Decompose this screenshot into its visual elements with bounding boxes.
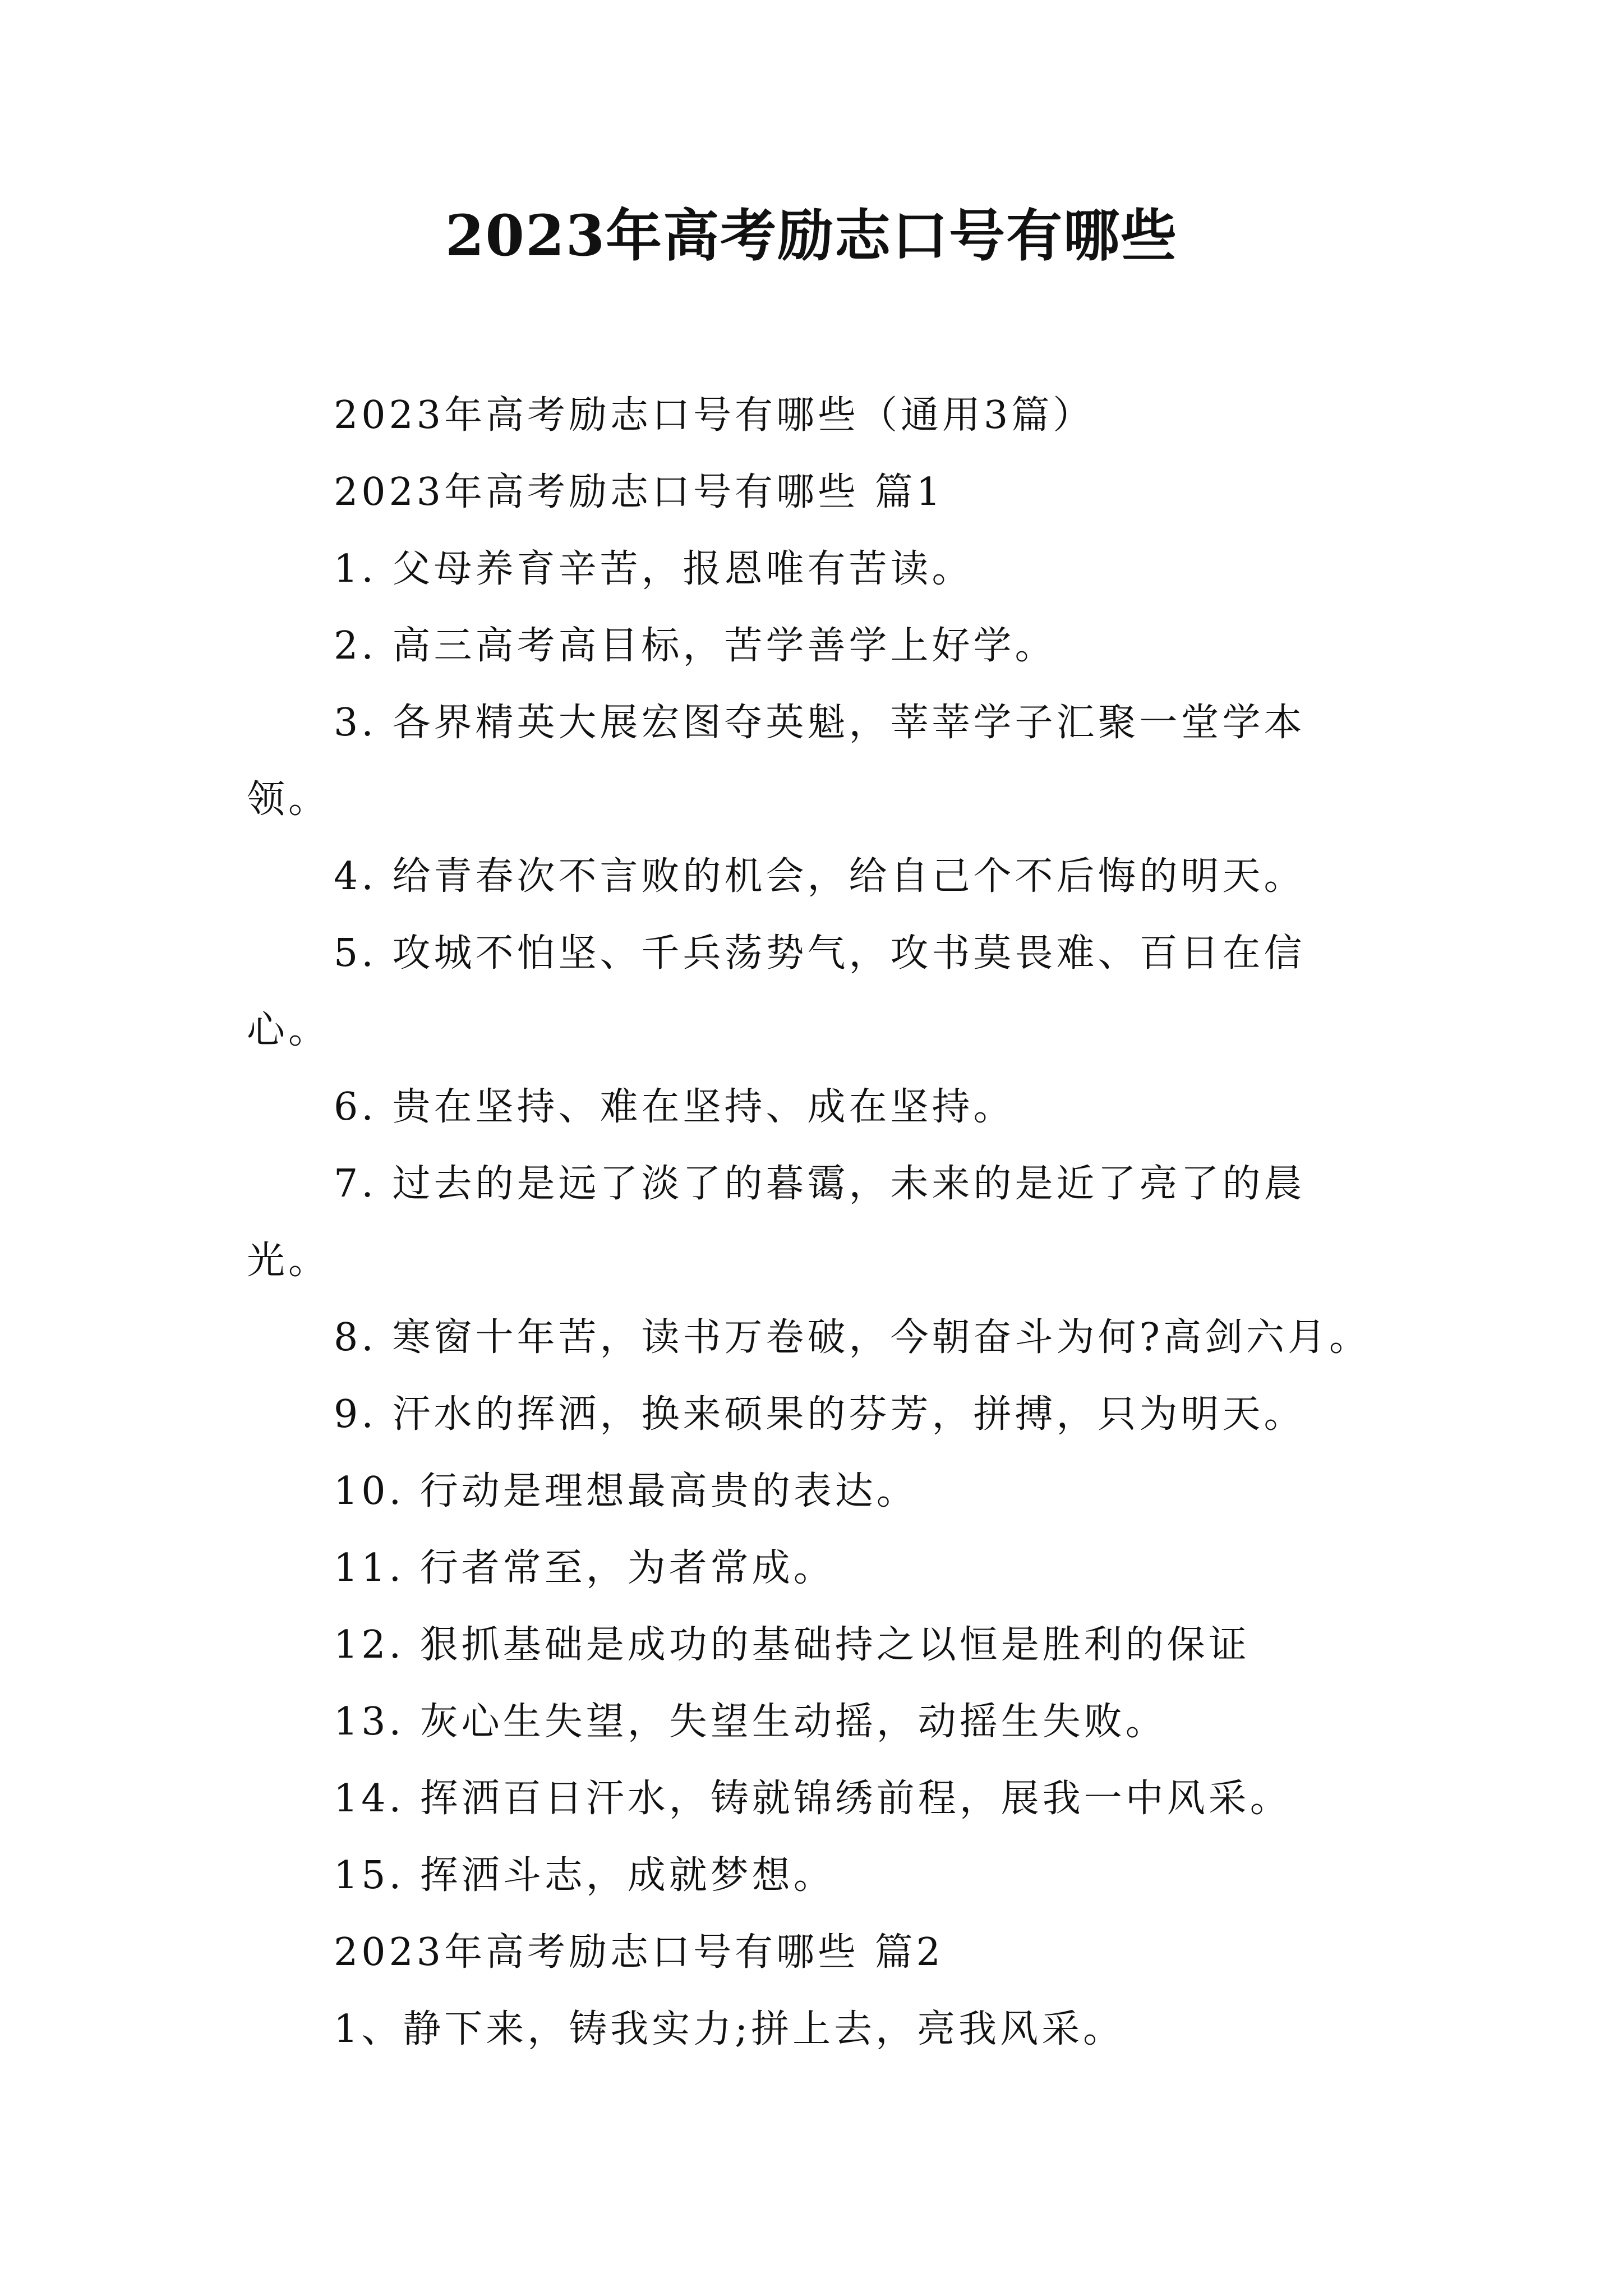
- subtitle-paragraph: 2023年高考励志口号有哪些（通用3篇）: [334, 393, 1095, 438]
- slogan-item: 12. 狠抓基础是成功的基础持之以恒是胜利的保证: [334, 1623, 1250, 1667]
- slogan-item: 8. 寒窗十年苦，读书万卷破，今朝奋斗为何?高剑六月。: [334, 1315, 1371, 1360]
- document-body: [247, 377, 1385, 2068]
- slogan-item: 10. 行动是理想最高贵的表达。: [334, 1469, 918, 1513]
- section-heading-1: 2023年高考励志口号有哪些 篇1: [334, 470, 944, 514]
- slogan-item: 7. 过去的是远了淡了的暮霭，未来的是近了亮了的晨光。: [247, 1162, 1306, 1283]
- slogan-item: 9. 汗水的挥洒，换来硕果的芬芳，拼搏，只为明天。: [334, 1392, 1306, 1437]
- slogan-item: 2. 高三高考高目标，苦学善学上好学。: [334, 624, 1057, 668]
- slogan-item: 1. 父母养育辛苦，报恩唯有苦读。: [334, 547, 974, 591]
- slogan-item: 11. 行者常至，为者常成。: [334, 1546, 835, 1590]
- section-heading-2: 2023年高考励志口号有哪些 篇2: [334, 1930, 944, 1975]
- document-title: 2023年高考励志口号有哪些: [445, 203, 1178, 269]
- slogan-item: 6. 贵在坚持、难在坚持、成在坚持。: [334, 1085, 1015, 1129]
- slogan-item: 15. 挥洒斗志，成就梦想。: [334, 1853, 835, 1898]
- slogan-item: 4. 给青春次不言败的机会，给自己个不后悔的明天。: [334, 854, 1306, 899]
- slogan-item: 14. 挥洒百日汗水，铸就锦绣前程，展我一中风采。: [334, 1777, 1292, 1821]
- slogan-item: 3. 各界精英大展宏图夺英魁，莘莘学子汇聚一堂学本领。: [247, 701, 1306, 822]
- slogan-item: 1、静下来，铸我实力;拼上去，亮我风采。: [334, 2007, 1125, 2051]
- slogan-item: 13. 灰心生失望，失望生动摇，动摇生失败。: [334, 1700, 1167, 1744]
- slogan-item: 5. 攻城不怕坚、千兵荡势气，攻书莫畏难、百日在信心。: [247, 931, 1306, 1052]
